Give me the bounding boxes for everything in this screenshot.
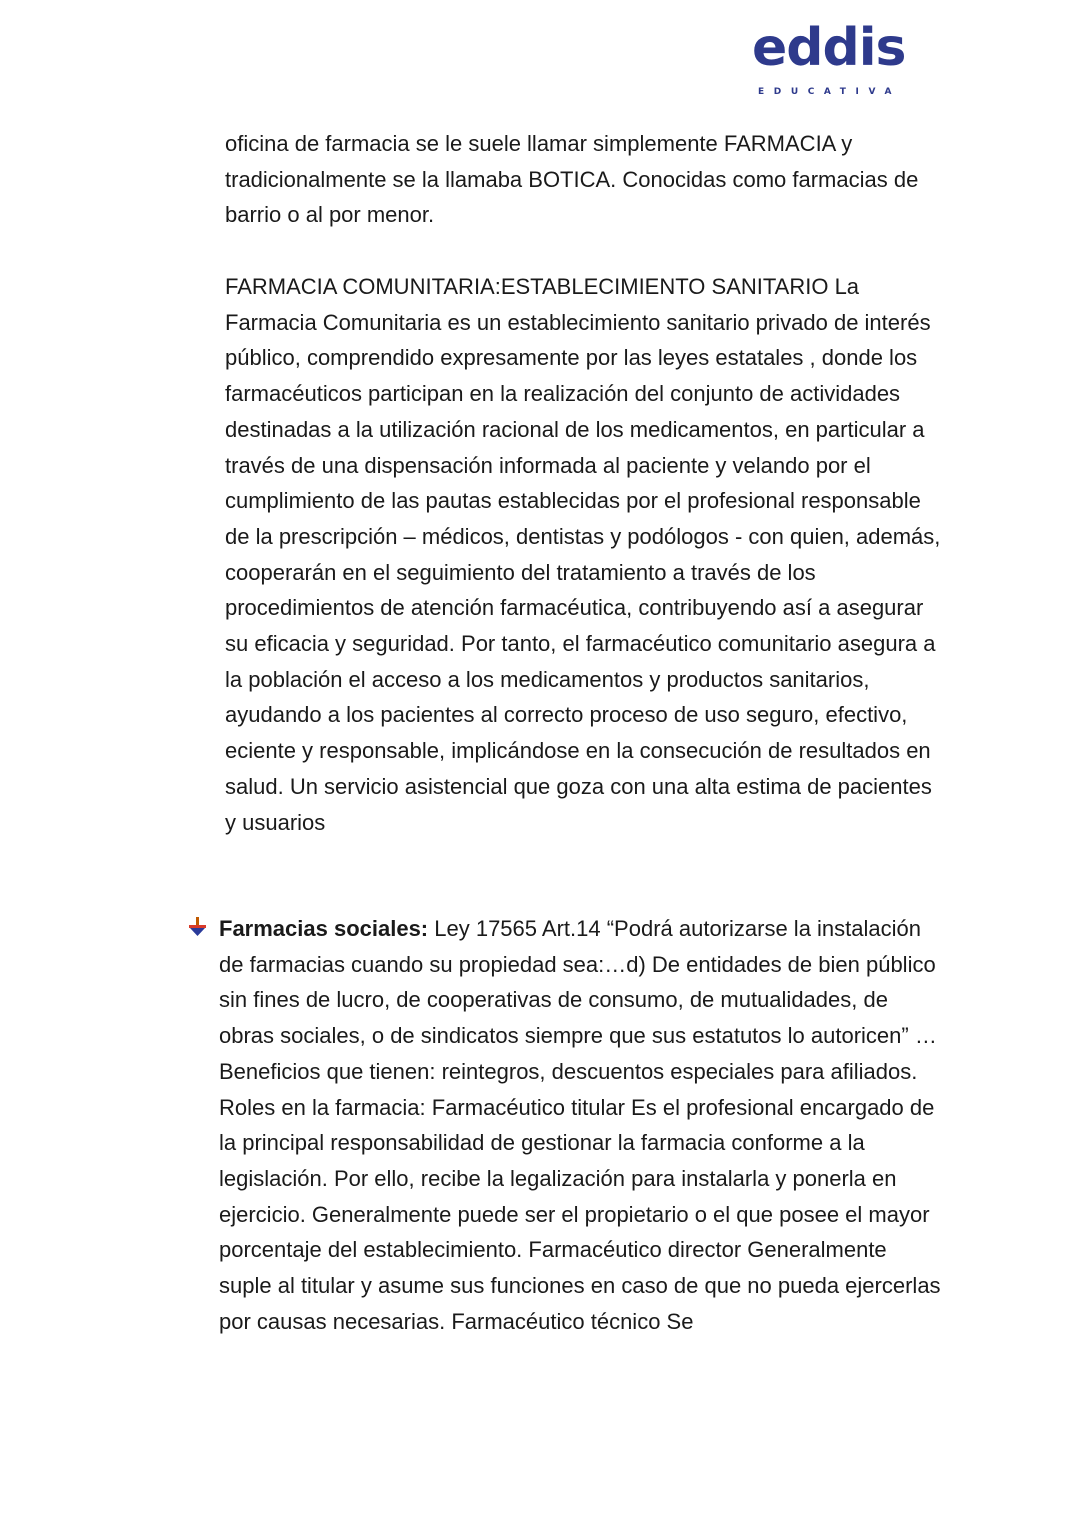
paragraph-farmacia-intro: oficina de farmacia se le suele llamar simplemente FARMACIA y tradicionalmente se la llamaba BOTICA. Conocidas como farmacias de barrio o al por menor.: [225, 131, 919, 228]
plus-arrow-bullet-icon: [186, 915, 210, 939]
bullet-label: Farmacias sociales:: [219, 916, 429, 941]
eddis-logo: [740, 0, 924, 112]
paragraph-farmacia-comunitaria: FARMACIA COMUNITARIA:ESTABLECIMIENTO SANITARIO La Farmacia Comunitaria es un establecimiento sanitario privado de interés público, comprendido expresamente por las leyes estatales , donde los farmacéuticos participan en la realización del conjunto de actividades destinadas a la utilización racional de los medicamentos, en particular a través de una dispensación informada al paciente y velando por el cumplimiento de las pautas establecidas por el profesional responsable de la prescripción – médicos, dentistas y podólogos - con quien, además, cooperarán en el seguimiento del tratamiento a través de los procedimientos de atención farmacéutica, contribuyendo así a asegurar su eficacia y seguridad. Por tanto, el farmacéutico comunitario asegura a la población el acceso a los medicamentos y productos sanitarios, ayudando a los pacientes al correcto proceso de uso seguro, efectivo, eciente y responsable, implicándose en la consecución de resultados en salud. Un servicio asistencial que goza con una alta estima de pacientes y usuarios: [225, 274, 941, 835]
logo-wordmark: eddis: [752, 18, 906, 78]
bullet-text: Ley 17565 Art.14 “Podrá autorizarse la instalación de farmacias cuando su propiedad sea:…d) De entidades de bien público sin fines de lucro, de cooperativas de consumo, de mutualidades, de obras sociales, o de sindicatos siempre que sus estatutos lo autoricen” … Beneficios que tienen: reintegros, descuentos especiales para afiliados. Roles en la farmacia: Farmacéutico titular Es el profesional encargado de la principal responsabilidad de gestionar la farmacia conforme a la legislación. Por ello, recibe la legalización para instalarla y ponerla en ejercicio. Generalmente puede ser el propietario o el que posee el mayor porcentaje del establecimiento. Farmacéutico director Generalmente suple al titular y asume sus funciones en caso de que no pueda ejercerlas por causas necesarias. Farmacéutico técnico Se: [219, 916, 941, 1334]
bullet-farmacias-sociales: [219, 911, 941, 1339]
logo-subtitle: EDUCATIVA: [758, 87, 902, 97]
